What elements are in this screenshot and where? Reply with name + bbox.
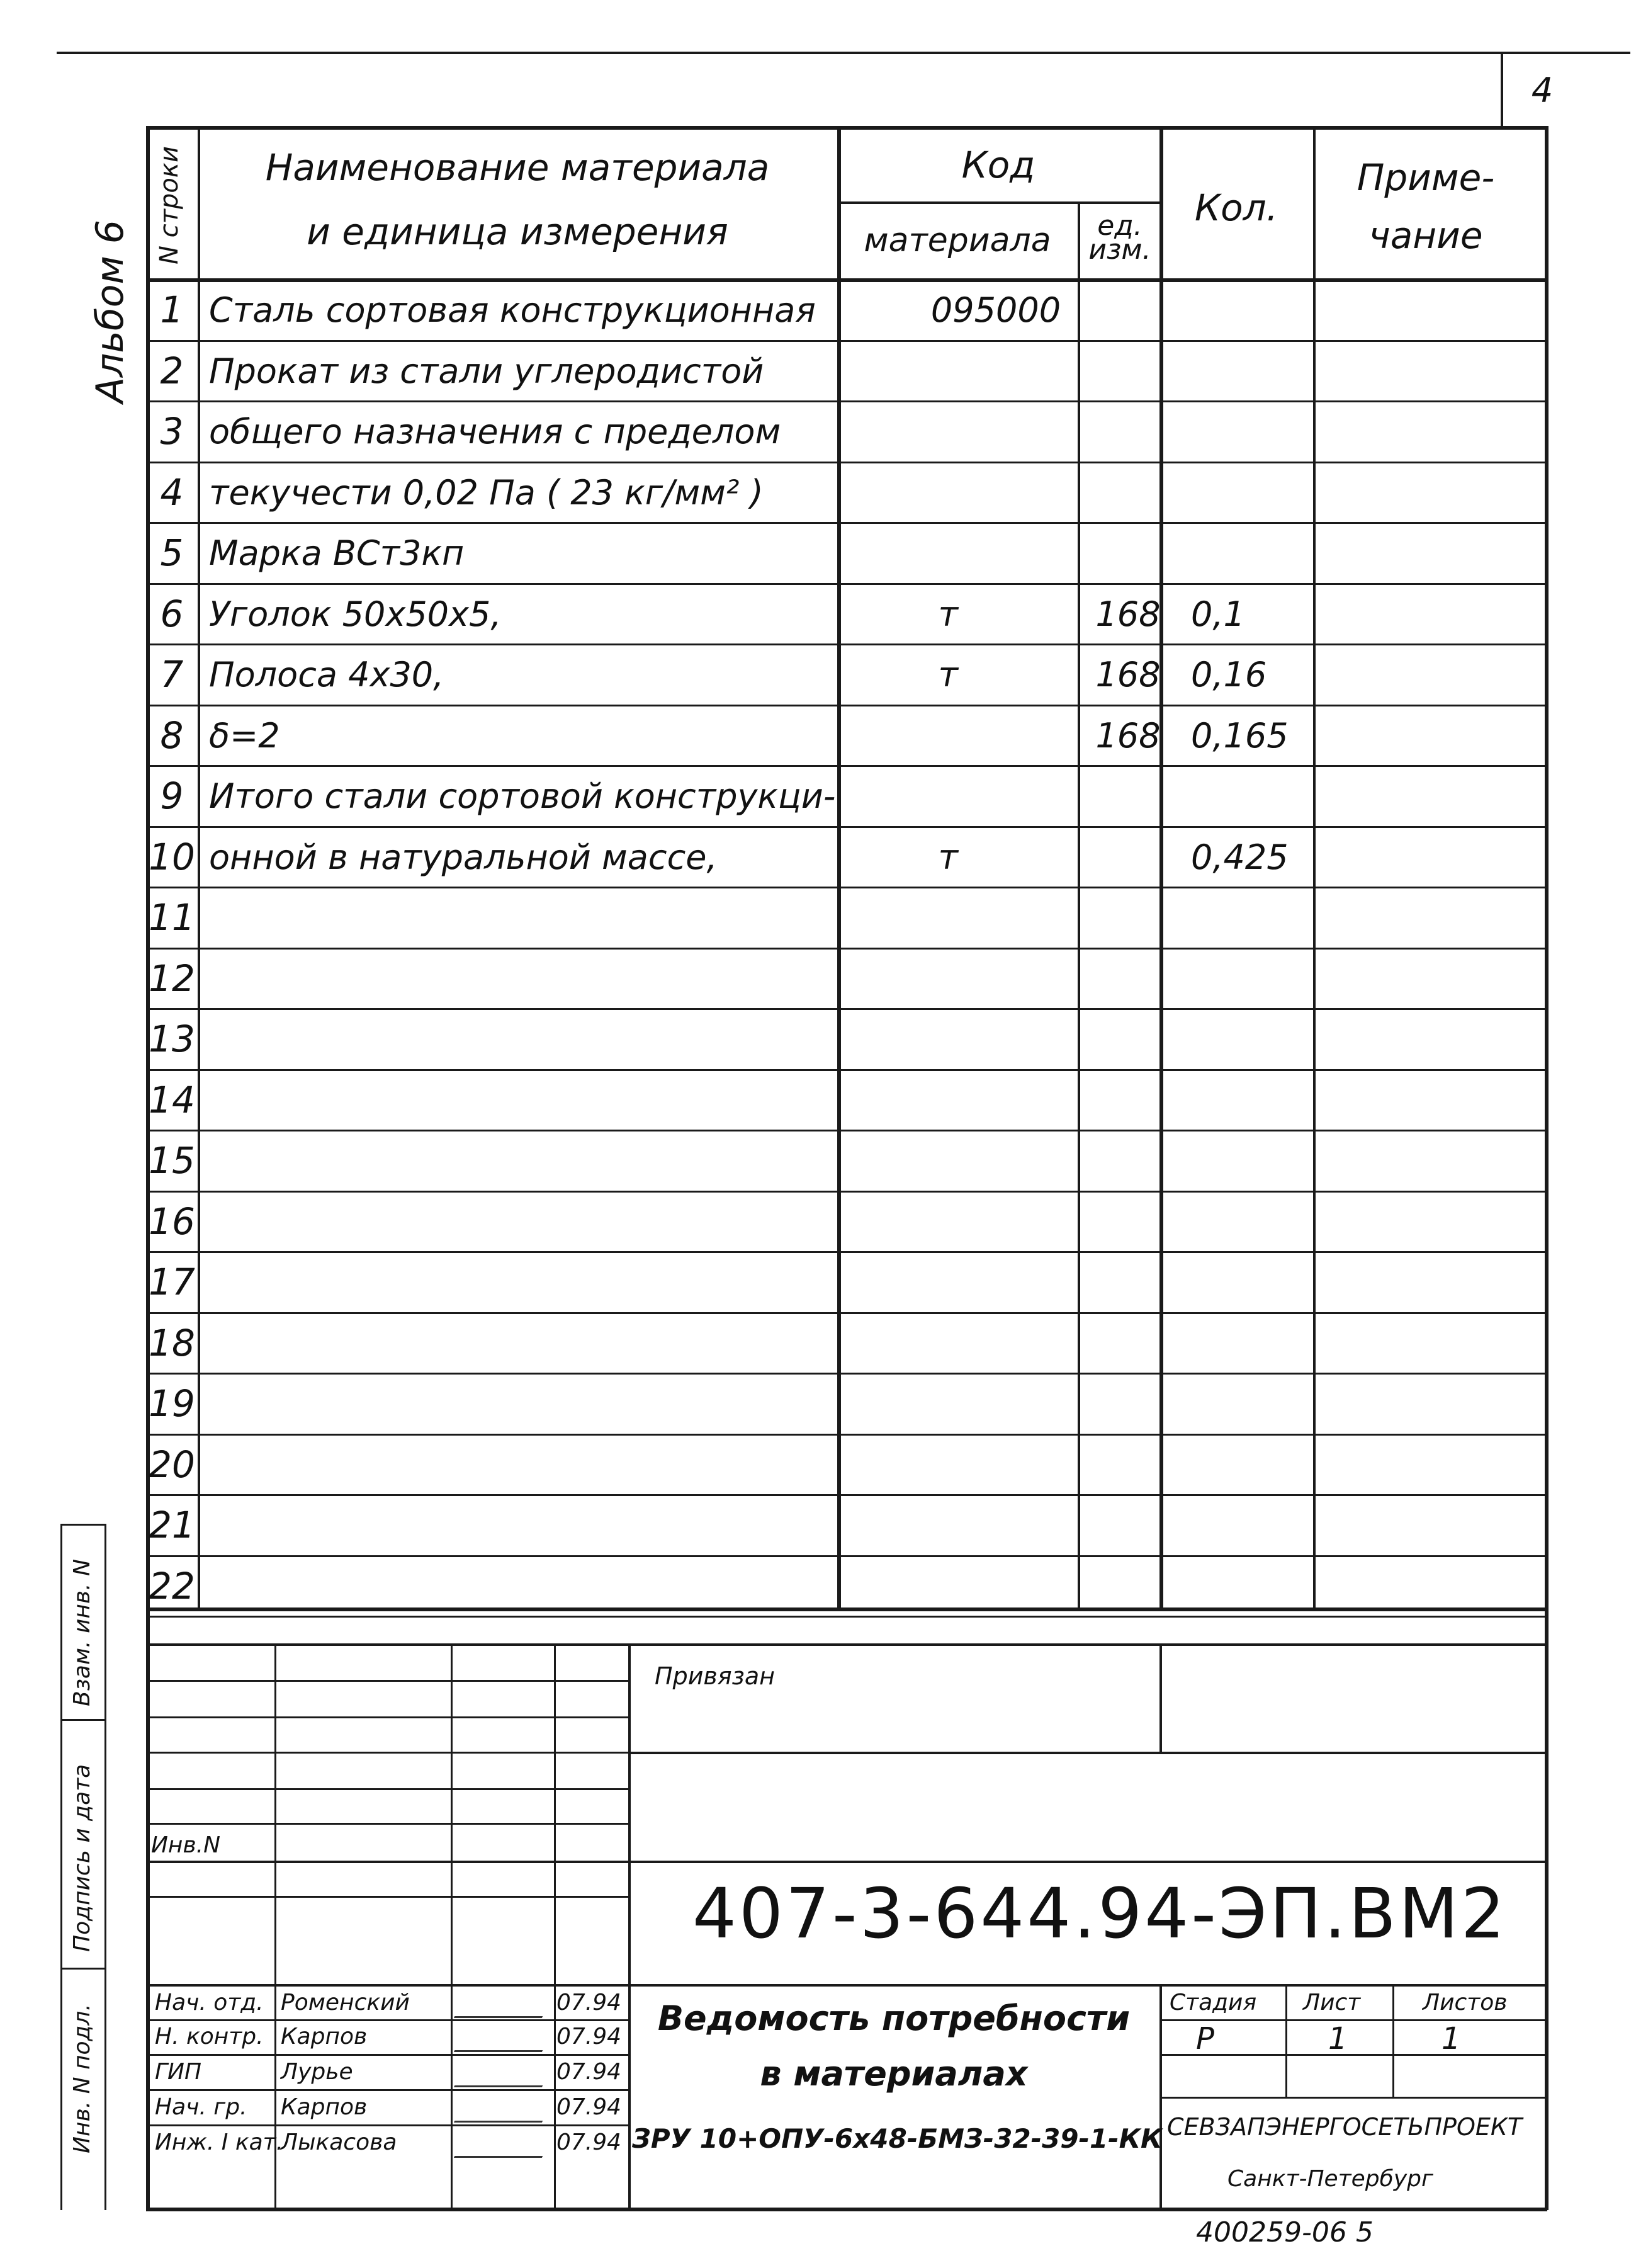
stamp-col-2 <box>451 1643 453 2208</box>
row-unit-code: 168 <box>1095 655 1161 695</box>
row-quantity: 0,425 <box>1191 837 1289 877</box>
row-number: 9 <box>160 774 184 817</box>
table-row <box>146 767 1547 825</box>
row-code <box>876 524 1115 582</box>
stamp-stage-line-3 <box>1159 2097 1545 2099</box>
row-unit-code <box>1086 1496 1170 1555</box>
row-quantity <box>1191 1436 1342 1494</box>
stamp-line-12 <box>146 2054 628 2056</box>
row-code <box>876 1010 1115 1069</box>
stamp-city: Санкт-Петербург <box>1227 2166 1433 2192</box>
row-quantity: 0,1 <box>1191 594 1245 634</box>
stamp-line-6 <box>146 1788 628 1790</box>
margin-vzam: Взам. инв. N <box>69 1559 95 1706</box>
stamp-line-7 <box>146 1823 628 1825</box>
row-quantity <box>1191 1557 1342 1616</box>
signer-name: Лыкасова <box>281 2129 397 2155</box>
row-unit-code <box>1086 1071 1170 1130</box>
row-unit-code <box>1086 1131 1170 1190</box>
row-name: Прокат из стали углеродистой <box>209 351 764 391</box>
stamp-line-10 <box>146 1984 1547 1987</box>
row-code <box>876 706 1115 765</box>
row-name: общего назначения с пределом <box>209 412 781 451</box>
table-row <box>146 463 1547 522</box>
table-row <box>146 888 1547 947</box>
row-code <box>876 1375 1115 1433</box>
row-number: 4 <box>160 470 184 514</box>
row-number: 13 <box>149 1018 195 1060</box>
table-row <box>146 645 1547 704</box>
stamp-stage-line-2 <box>1159 2054 1545 2056</box>
row-number: 20 <box>149 1443 195 1486</box>
row-code: 095000 <box>930 290 1061 330</box>
table-row <box>146 1010 1547 1069</box>
stamp-sheets-label: Листов <box>1423 1990 1508 2016</box>
stamp-title-line2: в материалах <box>760 2054 1028 2094</box>
stamp-line-4 <box>628 1752 1547 1754</box>
table-row <box>146 828 1547 887</box>
header-row-number: N строки <box>155 146 184 264</box>
row-code <box>876 1131 1115 1190</box>
header-code: Код <box>961 144 1035 186</box>
stamp-object: ЗРУ 10+ОПУ-6х48-БМЗ-32-39-1-КК <box>632 2123 1163 2154</box>
row-code <box>876 402 1115 461</box>
stamp-line-13 <box>146 2089 628 2091</box>
row-number: 10 <box>149 835 195 878</box>
signer-role: ГИП <box>155 2059 202 2085</box>
album-label: Альбом 6 <box>88 220 132 403</box>
sheet-number-box-left <box>1501 52 1503 127</box>
signature-mark <box>454 2063 553 2087</box>
row-number: 11 <box>149 896 195 939</box>
row-name: δ=2 <box>209 715 280 756</box>
row-number: 14 <box>149 1078 195 1121</box>
table-row <box>146 1131 1547 1190</box>
signer-role: Инж. I кат. <box>155 2129 284 2155</box>
row-name <box>209 1071 952 1130</box>
row-unit-code <box>1086 950 1170 1008</box>
table-row <box>146 1193 1547 1251</box>
row-unit-code <box>1086 1314 1170 1373</box>
row-name: Сталь сортовая конструкционная <box>209 290 816 330</box>
row-number: 22 <box>149 1564 195 1607</box>
stamp-doc-code: 407-3-644.94-ЭП.ВМ2 <box>692 1873 1508 1954</box>
stamp-stage-line-1 <box>1159 2019 1545 2021</box>
stamp-sheets: 1 <box>1441 2021 1461 2056</box>
row-code <box>876 1314 1115 1373</box>
row-unit-code <box>1086 1557 1170 1616</box>
row-number: 17 <box>149 1261 195 1303</box>
row-quantity <box>1191 281 1342 339</box>
row-name <box>209 950 952 1008</box>
table-row <box>146 1375 1547 1433</box>
table-bottom <box>146 1607 1547 1611</box>
stamp-sheet-label: Лист <box>1303 1990 1361 2016</box>
row-code <box>876 1193 1115 1251</box>
row-name: Марка ВСт3кп <box>209 533 465 573</box>
row-quantity <box>1191 463 1342 522</box>
table-row <box>146 402 1547 461</box>
stamp-title-line1: Ведомость потребности <box>657 1999 1131 2038</box>
stamp-stage-label: Стадия <box>1170 1990 1257 2016</box>
row-code <box>876 1436 1115 1494</box>
stamp-line-3 <box>146 1716 628 1718</box>
row-name <box>209 1375 952 1433</box>
row-name <box>209 888 952 947</box>
row-quantity <box>1191 402 1342 461</box>
row-quantity <box>1191 1071 1342 1130</box>
row-name <box>209 1557 952 1616</box>
row-quantity <box>1191 1314 1342 1373</box>
margin-line-c <box>60 1968 104 1970</box>
signer-date: 07.94 <box>556 2024 622 2050</box>
row-number: 19 <box>149 1382 195 1425</box>
row-unit-code <box>1086 1375 1170 1433</box>
row-unit-code <box>1086 828 1170 887</box>
signature-mark <box>454 2027 553 2052</box>
row-name <box>209 1193 952 1251</box>
signer-date: 07.94 <box>556 2059 622 2085</box>
row-name: Итого стали сортовой конструкци- <box>209 776 836 816</box>
header-code-unit: ед. изм. <box>1088 210 1151 266</box>
signer-name: Карпов <box>281 2024 368 2050</box>
row-name <box>209 1436 952 1494</box>
signer-role: Нач. отд. <box>155 1990 264 2016</box>
table-row <box>146 1253 1547 1312</box>
header-code-material: материала <box>864 222 1051 259</box>
row-code <box>876 828 1115 887</box>
row-number: 3 <box>160 410 184 453</box>
row-quantity: 0,16 <box>1191 655 1267 695</box>
stamp-stage: Р <box>1196 2021 1214 2056</box>
row-number: 2 <box>160 349 184 392</box>
row-unit-code <box>1086 1193 1170 1251</box>
stamp-inv-no: Инв.N <box>151 1832 221 1858</box>
row-quantity <box>1191 342 1342 400</box>
code-header-divider <box>837 201 1159 204</box>
signer-role: Нач. гр. <box>155 2094 247 2120</box>
signer-name: Лурье <box>281 2059 353 2085</box>
row-number: 15 <box>149 1139 195 1182</box>
row-quantity <box>1191 888 1342 947</box>
stamp-col-sheets <box>1392 1984 1394 2097</box>
signer-role: Н. контр. <box>155 2024 264 2050</box>
row-quantity <box>1191 1131 1342 1190</box>
row-quantity <box>1191 767 1342 825</box>
row-name: Уголок 50х50х5, <box>209 594 502 634</box>
row-unit: т <box>938 655 958 695</box>
margin-podpis: Подпись и дата <box>69 1764 95 1952</box>
row-name <box>209 1131 952 1190</box>
row-name: Полоса 4х30, <box>209 655 444 695</box>
sheet-number: 4 <box>1531 71 1554 110</box>
table-row <box>146 1071 1547 1130</box>
stamp-line-1 <box>146 1643 1547 1646</box>
row-unit-code <box>1086 524 1170 582</box>
row-code <box>876 463 1115 522</box>
row-unit-code <box>1086 463 1170 522</box>
table-row <box>146 281 1547 339</box>
margin-left-line <box>60 1524 62 2210</box>
table-row <box>146 342 1547 400</box>
table-row <box>146 585 1547 644</box>
row-number: 12 <box>149 956 195 1000</box>
row-unit: т <box>938 837 958 877</box>
top-border <box>57 52 1630 54</box>
stamp-col-sheet <box>1285 1984 1287 2097</box>
signer-date: 07.94 <box>556 1990 622 2016</box>
row-name: текучести 0,02 Па ( 23 кг/мм² ) <box>209 472 764 513</box>
table-row <box>146 950 1547 1008</box>
row-quantity <box>1191 1496 1342 1555</box>
row-code <box>876 585 1115 644</box>
stamp-col-1 <box>274 1643 276 2208</box>
stamp-col-4 <box>628 1643 631 2208</box>
stamp-line-8 <box>146 1861 1547 1863</box>
signature-mark <box>454 2133 553 2158</box>
signer-date: 07.94 <box>556 2129 622 2155</box>
margin-line-a <box>60 1524 104 1526</box>
row-number: 7 <box>160 653 184 696</box>
stamp-line-11 <box>146 2019 628 2021</box>
stamp-privyazan: Привязан <box>655 1662 775 1690</box>
row-name <box>209 1496 952 1555</box>
row-unit-code <box>1086 342 1170 400</box>
table-row <box>146 524 1547 582</box>
margin-line-b <box>60 1719 104 1721</box>
header-name-line2: и единица измерения <box>307 210 728 253</box>
row-quantity <box>1191 1010 1342 1069</box>
stamp-line-9 <box>146 1896 628 1898</box>
stamp-bottom-code: 400259-06 5 <box>1196 2216 1374 2248</box>
margin-right-line <box>104 1524 106 2210</box>
stamp-col-3 <box>554 1643 556 2208</box>
signer-name: Роменский <box>281 1990 410 2016</box>
row-unit-code <box>1086 402 1170 461</box>
row-quantity <box>1191 1375 1342 1433</box>
stamp-org: СЕВЗАПЭНЕРГОСЕТЬПРОЕКТ <box>1167 2113 1523 2141</box>
row-name <box>209 1253 952 1312</box>
row-code <box>876 950 1115 1008</box>
stamp-line-2 <box>146 1680 628 1682</box>
row-code <box>876 888 1115 947</box>
table-row <box>146 1496 1547 1555</box>
stamp-line-14 <box>146 2124 628 2126</box>
row-unit-code <box>1086 888 1170 947</box>
table-row <box>146 1436 1547 1494</box>
row-quantity <box>1191 950 1342 1008</box>
row-code <box>876 1496 1115 1555</box>
row-name <box>209 1010 952 1069</box>
frame-top <box>146 126 1547 130</box>
row-code <box>876 1557 1115 1616</box>
row-code <box>876 645 1115 704</box>
row-code <box>876 767 1115 825</box>
row-divider <box>146 1616 1547 1618</box>
row-quantity <box>1191 524 1342 582</box>
stamp-line-5 <box>146 1752 628 1754</box>
table-row <box>146 1314 1547 1373</box>
table-row <box>146 1557 1547 1616</box>
signer-name: Карпов <box>281 2094 368 2120</box>
row-unit-code <box>1086 767 1170 825</box>
stamp-sheet: 1 <box>1328 2021 1348 2056</box>
row-number: 21 <box>149 1504 195 1546</box>
row-quantity <box>1191 1193 1342 1251</box>
header-name-line1: Наименование материала <box>265 146 770 189</box>
row-unit-code <box>1086 1010 1170 1069</box>
row-quantity: 0,165 <box>1191 715 1289 756</box>
row-code <box>876 1071 1115 1130</box>
row-unit-code <box>1086 1253 1170 1312</box>
row-quantity <box>1191 1253 1342 1312</box>
row-code <box>876 342 1115 400</box>
row-unit-code <box>1086 281 1170 339</box>
row-unit: т <box>938 594 958 634</box>
signature-mark <box>454 2098 553 2123</box>
frame-bottom <box>146 2208 1547 2211</box>
header-note: Приме- чание <box>1357 156 1495 257</box>
row-number: 5 <box>160 531 184 574</box>
row-unit-code: 168 <box>1095 594 1161 634</box>
stamp-col-privyazan <box>1159 1643 1162 1752</box>
stamp-col-stage <box>1159 1984 1162 2208</box>
row-number: 18 <box>149 1321 195 1364</box>
row-unit-code <box>1086 1436 1170 1494</box>
row-number: 16 <box>149 1199 195 1243</box>
row-unit-code: 168 <box>1095 715 1161 756</box>
row-number: 1 <box>160 288 184 331</box>
row-name: онной в натуральной массе, <box>209 837 718 877</box>
table-row <box>146 706 1547 765</box>
row-number: 8 <box>160 713 184 757</box>
margin-inv-podl: Инв. N подл. <box>69 2004 95 2153</box>
row-number: 6 <box>160 592 184 635</box>
row-code <box>876 1253 1115 1312</box>
row-name <box>209 1314 952 1373</box>
signature-mark <box>454 1993 553 2018</box>
signer-date: 07.94 <box>556 2094 622 2120</box>
header-quantity: Кол. <box>1194 186 1278 229</box>
